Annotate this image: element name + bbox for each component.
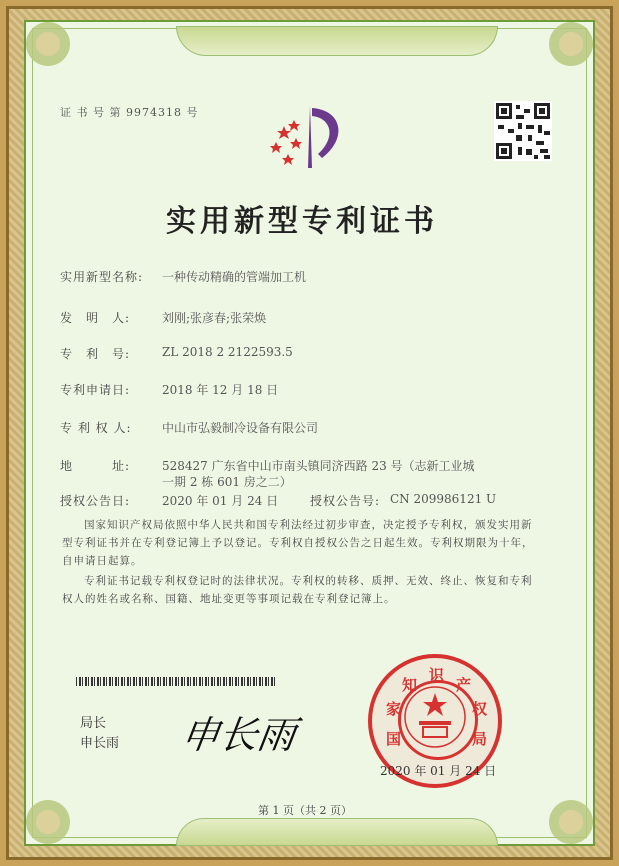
barcode bbox=[76, 677, 276, 686]
filing-date-label: 专利申请日: bbox=[60, 383, 131, 397]
corner-ornament-tl bbox=[20, 16, 76, 72]
statement-paragraph-1: 国家知识产权局依照中华人民共和国专利法经过初步审查，决定授予专利权，颁发实用新型专利证书并在专利登记簿上予以登记。专利权自授权公告之日起生效。专利权期限为十年，自申请日起算。 bbox=[62, 519, 534, 567]
patent-holder-label: 专 利 权 人: bbox=[60, 421, 132, 435]
patent-number-value: ZL 2018 2 2122593.5 bbox=[162, 345, 293, 359]
utility-model-name-label: 实用新型名称: bbox=[60, 270, 144, 284]
patent-office-logo-icon bbox=[262, 98, 358, 174]
grant-date-label: 授权公告日: bbox=[60, 494, 131, 508]
seal-char-2: 家 bbox=[386, 700, 402, 718]
corner-ornament-br bbox=[543, 794, 599, 850]
seal-char-7: 局 bbox=[472, 730, 488, 748]
corner-ornament-bl bbox=[20, 794, 76, 850]
filing-date-value: 2018 年 12 月 18 日 bbox=[162, 383, 279, 397]
seal-char-5: 产 bbox=[456, 676, 472, 694]
inventor-value: 刘刚;张彦春;张荣焕 bbox=[162, 311, 267, 325]
patent-holder-value: 中山市弘毅制冷设备有限公司 bbox=[162, 421, 319, 435]
grant-number-label: 授权公告号: bbox=[310, 494, 381, 508]
page-footer: 第 1 页（共 2 页） bbox=[258, 804, 352, 817]
seal-char-1: 国 bbox=[386, 730, 402, 748]
seal-date: 2020 年 01 月 24 日 bbox=[380, 764, 497, 778]
certificate-number: 证 书 号 第 9974318 号 bbox=[60, 106, 199, 119]
grant-number-value: CN 209986121 U bbox=[390, 492, 497, 506]
qr-code-icon bbox=[494, 101, 552, 161]
corner-ornament-tr bbox=[543, 16, 599, 72]
address-line-1: 528427 广东省中山市南头镇同济西路 23 号（志新工业城 bbox=[162, 459, 475, 473]
bottom-ornament bbox=[176, 818, 498, 846]
statement-paragraph-2: 专利证书记载专利权登记时的法律状况。专利权的转移、质押、无效、终止、恢复和专利权人的姓名或名称、国籍、地址变更等事项记载在专利登记簿上。 bbox=[62, 575, 533, 605]
certificate-title: 实用新型专利证书 bbox=[166, 204, 438, 239]
top-ornament bbox=[176, 26, 498, 56]
address-label: 地 址: bbox=[60, 459, 131, 473]
patent-number-label: 专 利 号: bbox=[60, 347, 131, 361]
inventor-label: 发 明 人: bbox=[60, 311, 131, 325]
seal-char-4: 识 bbox=[429, 666, 445, 684]
utility-model-name-value: 一种传动精确的管端加工机 bbox=[162, 270, 307, 284]
grant-date-value: 2020 年 01 月 24 日 bbox=[162, 494, 279, 508]
director-title: 局长 bbox=[80, 716, 107, 731]
seal-char-3: 知 bbox=[402, 676, 418, 694]
seal-char-6: 权 bbox=[472, 700, 488, 718]
director-name: 申长雨 bbox=[80, 736, 120, 751]
director-handwritten-signature: 申长雨 bbox=[178, 713, 299, 757]
address-line-2: 一期 2 栋 601 房之二） bbox=[162, 475, 292, 489]
